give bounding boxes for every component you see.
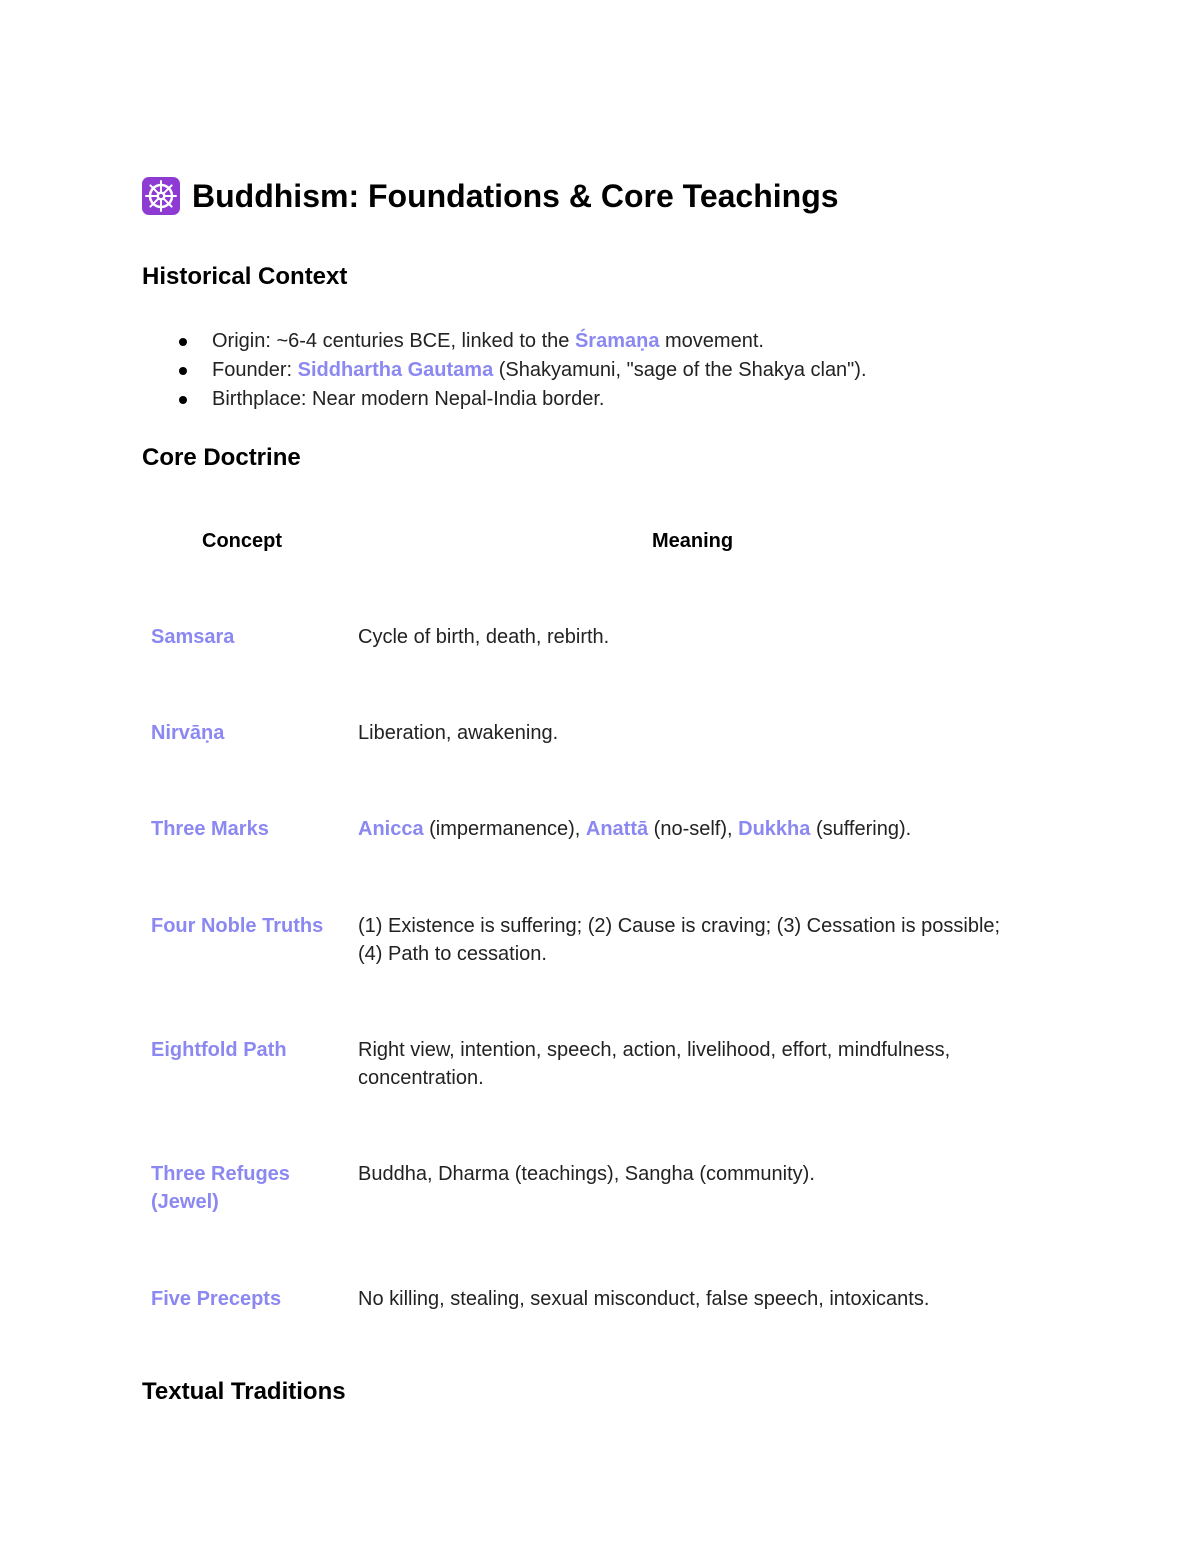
heading-historical-context: Historical Context <box>142 263 348 290</box>
bullet-dot-icon <box>179 338 187 346</box>
concept-cell: Four Noble Truths <box>151 915 324 937</box>
term-dukkha: Dukkha <box>738 818 811 840</box>
meaning-cell: No killing, stealing, sexual misconduct, false speech, intoxicants. <box>358 1288 930 1310</box>
bullet-dot-icon <box>179 367 187 375</box>
dharma-wheel-icon <box>142 177 180 215</box>
historical-bullet-list <box>142 327 867 414</box>
concept-cell: Eightfold Path <box>151 1039 287 1061</box>
heading-textual-traditions: Textual Traditions <box>142 1378 346 1405</box>
meaning-cell: (1) Existence is suffering; (2) Cause is craving; (3) Cessation is possible; (4) Path to cessation. <box>358 915 1001 965</box>
table-header-row <box>142 527 1022 555</box>
concept-cell: Three Refuges (Jewel) <box>151 1163 290 1213</box>
origin-prefix: Origin: ~6-4 centuries BCE, linked to the <box>212 330 575 352</box>
title-text: Buddhism: Foundations & Core Teachings <box>192 178 839 214</box>
origin-suffix: movement. <box>659 330 764 352</box>
column-header-meaning: Meaning <box>652 530 734 552</box>
meaning-cell: Liberation, awakening. <box>358 722 559 744</box>
meaning-cell: Buddha, Dharma (teachings), Sangha (community). <box>358 1163 815 1185</box>
birthplace-text: Birthplace: Near modern Nepal-India border. <box>212 388 605 410</box>
concept-cell: Three Marks <box>151 818 269 840</box>
concept-cell: Samsara <box>151 626 235 648</box>
term-anicca: Anicca <box>358 818 424 840</box>
concept-cell: Five Precepts <box>151 1288 282 1310</box>
term-sramana: Śramaṇa <box>574 330 660 352</box>
meaning-cell: Right view, intention, speech, action, livelihood, effort, mindfulness, concentration. <box>358 1039 951 1089</box>
list-item-origin <box>142 327 867 356</box>
meaning-text: (suffering). <box>810 818 912 840</box>
founder-prefix: Founder: <box>212 359 298 381</box>
document-title <box>142 176 839 216</box>
founder-suffix: (Shakyamuni, "sage of the Shakya clan"). <box>493 359 867 381</box>
meaning-cell <box>358 815 1008 843</box>
meaning-text: (impermanence), <box>423 818 586 840</box>
concept-cell: Nirvāṇa <box>151 722 225 744</box>
column-header-concept: Concept <box>202 530 282 552</box>
term-anatta: Anattā <box>585 818 649 840</box>
term-siddhartha-gautama: Siddhartha Gautama <box>297 359 494 381</box>
list-item-founder <box>142 356 867 385</box>
bullet-dot-icon <box>179 396 187 404</box>
meaning-cell: Cycle of birth, death, rebirth. <box>358 626 610 648</box>
meaning-text: (no-self), <box>648 818 739 840</box>
list-item-birthplace <box>142 385 867 414</box>
heading-core-doctrine: Core Doctrine <box>142 444 301 471</box>
